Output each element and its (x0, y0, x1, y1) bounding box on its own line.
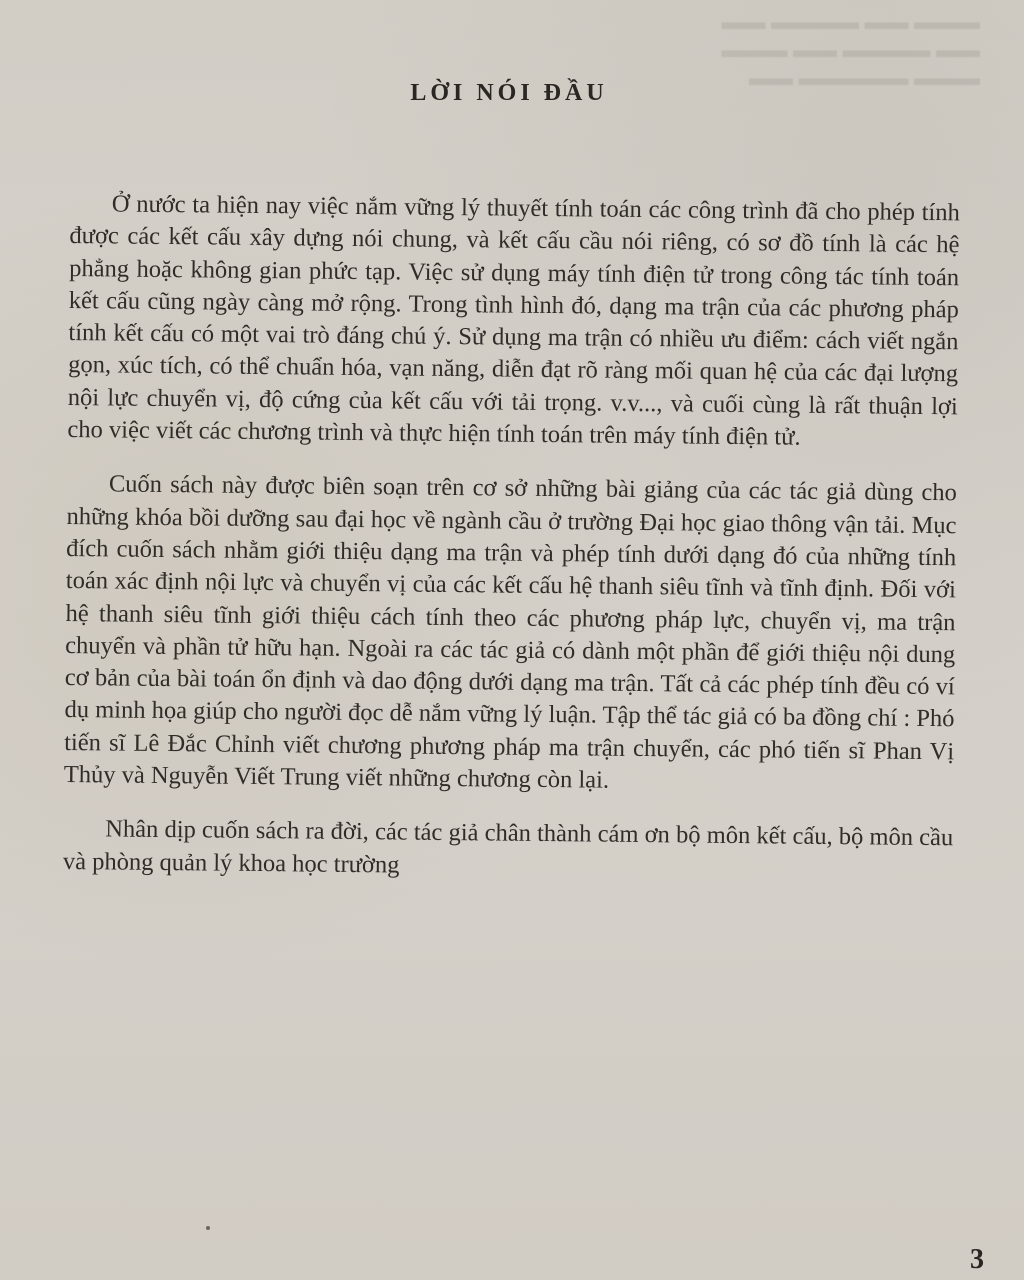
paragraph-3: Nhân dịp cuốn sách ra đời, các tác giả chân thành cám ơn bộ môn kết cấu, bộ môn cầu và phòng quản lý khoa học trường (62, 815, 954, 879)
ink-speck (206, 1226, 210, 1230)
paragraph-2: Cuốn sách này được biên soạn trên cơ sở những bài giảng của các tác giả dùng cho những khóa bồi dưỡng sau đại học về ngành cầu ở trường Đại học giao thông vận tải. Mục đích cuốn sách nhằm giới thiệu dạng ma trận và phép tính dưới dạng đó của những tính toán xác định nội lực và chuyển vị của các kết cấu hệ thanh siêu tĩnh và tĩnh định. Đối với hệ thanh siêu tĩnh giới thiệu cách tính theo các phương pháp lực, chuyển vị, ma trận chuyển và phần tử hữu hạn. Ngoài ra các tác giả có dành một phần để giới thiệu nội dung cơ bản của bài toán ổn định và dao động dưới dạng ma trận. Tất cả các phép tính đều có ví dụ minh họa giúp cho người đọc dễ nắm vững lý luận. Tập thể tác giả có ba đồng chí : Phó tiến sĩ Lê Đắc Chỉnh viết chương phương pháp ma trận chuyển, các phó tiến sĩ Phan Vị Thủy và Nguyễn Viết Trung viết những chương còn lại. (63, 470, 957, 794)
page-title: LỜI NÓI ĐẦU (410, 80, 608, 106)
show-through-text: ▬▬▬ ▬▬ ▬▬▬▬ ▬▬ ▬▬ ▬▬▬▬ ▬▬ ▬▬▬ ▬▬▬ ▬▬▬▬▬ ▬▬ (721, 9, 980, 90)
page-number: 3 (970, 1244, 984, 1275)
paragraph-1: Ở nước ta hiện nay việc nắm vững lý thuyết tính toán các công trình đã cho phép tính được các kết cấu xây dựng nói chung, và kết cấu cầu nói riêng, có sơ đồ tính là các hệ phẳng hoặc không gian phức tạp. Việc sử dụng máy tính điện tử trong công tác tính toán kết cấu cũng ngày càng mở rộng. Trong tình hình đó, dạng ma trận của các phương pháp tính kết cấu có một vai trò đáng chú ý. Sử dụng ma trận có nhiều ưu điểm: cách viết ngắn gọn, xúc tích, có thể chuẩn hóa, vạn năng, diễn đạt rõ ràng mối quan hệ của các đại lượng nội lực chuyển vị, độ cứng của kết cấu với tải trọng. v.v..., và cuối cùng là rất thuận lợi cho việc viết các chương trình và thực hiện tính toán trên máy tính điện tử. (67, 190, 960, 451)
preface-body (63, 188, 960, 887)
